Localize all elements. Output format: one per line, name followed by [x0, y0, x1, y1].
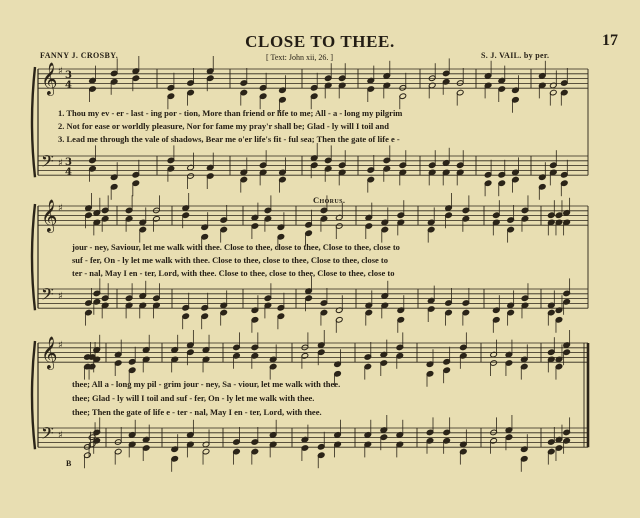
key-signature-sharp: ♯: [58, 430, 63, 441]
time-signature-bottom: 4: [65, 167, 72, 178]
lyric-line-verse-2: suf - fer, On - ly let me walk with thee. Close to thee, close to thee, Close to thee, close to: [72, 255, 389, 265]
key-signature-sharp: ♯: [58, 158, 63, 169]
time-signature-top: 3: [65, 70, 72, 81]
lyric-line-verse-3: 3. Lead me through the vale of shadows, Bear me o'er life's fit - ful sea; Then the gate of life e -: [58, 134, 400, 144]
bass-clef: 𝄢: [41, 151, 54, 175]
bass-clef: 𝄢: [41, 423, 54, 447]
treble-clef: 𝄞: [41, 336, 58, 369]
lyric-line-verse-3: thee; Then the gate of life e - ter - nal, May I en - ter, Lord, with thee.: [72, 407, 322, 417]
lyric-line-verse-1: 1. Thou my ev - er - last - ing por - tion, More than friend or life to me; All - a - long my pilgrim: [58, 108, 403, 118]
lyric-line-verse-2: 2. Not for ease or worldly pleasure, Nor for fame my pray'r shall be; Glad - ly will I toil and: [58, 121, 390, 131]
hymn-title: CLOSE TO THEE.: [245, 32, 395, 51]
lyric-line-verse-1: jour - ney, Saviour, let me walk with thee. Close to thee, close to thee, Close to thee, close to: [72, 242, 400, 252]
key-signature-sharp: ♯: [58, 203, 63, 214]
chorus-label: Chorus.: [313, 195, 346, 205]
author-credit: FANNY J. CROSBY.: [40, 51, 119, 60]
key-signature-sharp: ♯: [58, 66, 63, 77]
system-brace: [32, 341, 35, 449]
lyric-line-verse-2: thee; Glad - ly will I toil and suf - fer, On - ly let me walk with thee.: [72, 393, 315, 403]
key-signature-sharp: ♯: [58, 340, 63, 351]
composer-credit: S. J. VAIL. by per.: [481, 51, 550, 60]
printer-signature: B: [66, 459, 72, 468]
key-signature-sharp: ♯: [58, 291, 63, 302]
bass-clef: 𝄢: [41, 284, 54, 308]
time-signature-bottom: 4: [65, 80, 72, 91]
system-brace: [32, 204, 35, 310]
system-brace: [32, 67, 35, 177]
lyric-line-verse-3: ter - nal, May I en - ter, Lord, with thee. Close to thee, close to thee, Close to thee, close to: [72, 268, 395, 278]
time-signature-top: 3: [65, 157, 72, 168]
scripture-reference: [ Text: John xii, 26. ]: [266, 53, 334, 62]
treble-clef: 𝄞: [41, 62, 58, 95]
lyric-line-verse-1: thee; All a - long my pil - grim jour - ney, Sa - viour, let me walk with thee.: [72, 379, 341, 389]
treble-clef: 𝄞: [41, 199, 58, 232]
page-number: 17: [602, 32, 618, 49]
